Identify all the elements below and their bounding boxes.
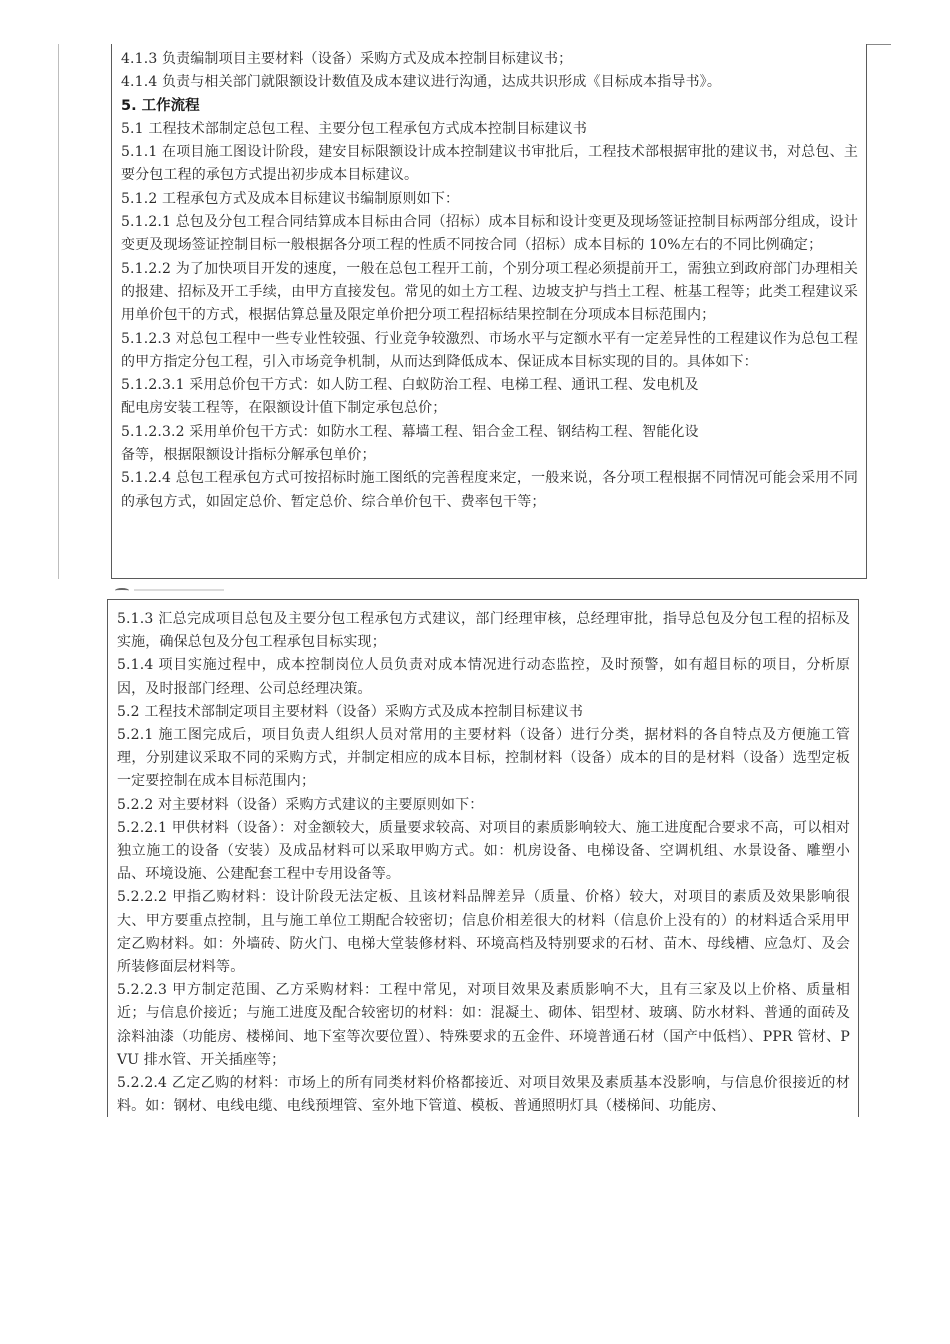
clause-5-1-4: 5.1.4 项目实施过程中，成本控制岗位人员负责对成本情况进行动态监控，及时预警，如有超目标的项目，分析原因，及时报部门经理、公司总经理决策。 (117, 657, 850, 697)
page-break-mark (115, 588, 129, 593)
page-break-line (134, 589, 224, 591)
document-page-2 (107, 599, 859, 1117)
clause-5-1-2-3-1: 5.1.2.3.1 采用总价包干方式：如人防工程、白蚁防治工程、电梯工程、通讯工程、发电机及 (121, 377, 699, 394)
clause-4-1-3: 4.1.3 负责编制项目主要材料（设备）采购方式及成本控制目标建议书； (121, 51, 573, 67)
clause-5-2-2-2: 5.2.2.2 甲指乙购材料：设计阶段无法定板、且该材料品牌差异（质量、价格）较大，对项目的素质及效果影响很大、甲方要重点控制，且与施工单位工期配合较密切；信息价相差很大的材料（信息价上没有的）的材料适合采用甲定乙购材料。如：外墙砖、防火门、电梯大堂装修材料、环境高档及特别要求的石材、苗木、母线槽、应急灯、及会所装修面层材料等。 (117, 889, 850, 976)
section-heading-5: 5. 工作流程 (121, 97, 200, 114)
clause-5-2-2-3: 5.2.2.3 甲方制定范围、乙方采购材料：工程中常见，对项目效果及素质影响不大，且有三家及以上价格、质量相近；与信息价接近；与施工进度及配合较密切的材料：如：混凝土、砌体、铝型材、玻璃、防水材料、普通的面砖及涂料油漆（功能房、楼梯间、地下室等次要位置）、特殊要求的五金件、环境普通石材（国产中低档）、PPR 管材、PVU 排水管、开关插座等； (117, 982, 850, 1068)
clause-5-1-2: 5.1.2 工程承包方式及成本目标建议书编制原则如下： (121, 190, 460, 207)
clause-5-1-2-3-2: 5.1.2.3.2 采用单价包干方式：如防水工程、幕墙工程、铝合金工程、钢结构工程、智能化设 (121, 423, 699, 440)
clause-5-2-2: 5.2.2 对主要材料（设备）采购方式建议的主要原则如下： (117, 796, 484, 813)
clause-5-1-2-4: 5.1.2.4 总包工程承包方式可按招标时施工图纸的完善程度来定，一般来说，各分项工程根据不同情况可能会采用不同的承包方式，如固定总价、暂定总价、综合单价包干、费率包干等； (121, 470, 858, 510)
clause-5-1-1: 5.1.1 在项目施工图设计阶段，建安目标限额设计成本控制建议书审批后，工程技术部根据审批的建议书，对总包、主要分包工程的承包方式提出初步成本目标建议。 (121, 144, 858, 184)
clause-5-1-2-3: 5.1.2.3 对总包工程中一些专业性较强、行业竞争较激烈、市场水平与定额水平有一定差异性的工程建议作为总包工程的甲方指定分包工程，引入市场竞争机制，从而达到降低成本、保证成本目标实现的目的。具体如下： (121, 330, 858, 370)
clause-5-1-2-1: 5.1.2.1 总包及分包工程合同结算成本目标由合同（招标）成本目标和设计变更及现场签证控制目标两部分组成，设计变更及现场签证控制目标一般根据各分项工程的性质不同按合同（招标）成本目标的 10%左右的不同比例确定； (121, 214, 858, 254)
clause-5-1-2-3-2-cont: 备等，根据限额设计指标分解承包单价； (121, 447, 376, 464)
clause-5-2: 5.2 工程技术部制定项目主要材料（设备）采购方式及成本控制目标建议书 (117, 703, 583, 720)
clause-5-2-2-4: 5.2.2.4 乙定乙购的材料：市场上的所有同类材料价格都接近、对项目效果及素质基本没影响，与信息价很接近的材料。如：钢材、电线电缆、电线预埋管、室外地下管道、模板、普通照明灯具（楼梯间、功能房、 (117, 1075, 850, 1115)
clause-5-1-2-2: 5.1.2.2 为了加快项目开发的速度，一般在总包工程开工前，个别分项工程必须提前开工，需独立到政府部门办理相关的报建、招标及开工手续，由甲方直接发包。常见的如土方工程、边坡支护与挡土工程、桩基工程等；此类工程建议采用单价包干的方式，根据估算总量及限定单价把分项工程招标结果控制在分项成本目标范围内； (121, 260, 858, 324)
clause-5-2-1: 5.2.1 施工图完成后，项目负责人组织人员对常用的主要材料（设备）进行分类，据材料的各自特点及方便施工管理，分别建议采取不同的采购方式，并制定相应的成本目标，控制材料（设备）成本的目的是材料（设备）选型定板一定要控制在成本目标范围内； (117, 727, 850, 790)
clause-5-1-3: 5.1.3 汇总完成项目总包及主要分包工程承包方式建议，部门经理审核，总经理审批，指导总包及分包工程的招标及实施，确保总包及分包工程承包目标实现； (117, 611, 850, 651)
page-margin-line (58, 44, 59, 579)
document-page-1 (111, 44, 867, 579)
clause-5-2-2-1: 5.2.2.1 甲供材料（设备）：对金额较大，质量要求较高、对项目的素质影响较大、施工进度配合要求不高，可以相对独立施工的设备（安装）及成品材料可以采取甲购方式。如：机房设备、电梯设备、空调机组、水景设备、雕塑小品、环境设施、公建配套工程中专用设备等。 (117, 819, 850, 883)
clause-5-1-2-3-1-cont: 配电房安装工程等，在限额设计值下制定承包总价； (121, 400, 447, 417)
clause-5-1: 5.1 工程技术部制定总包工程、主要分包工程承包方式成本控制目标建议书 (121, 120, 587, 137)
clause-4-1-4: 4.1.4 负责与相关部门就限额设计数值及成本建议进行沟通，达成共识形成《目标成本指导书》。 (121, 74, 721, 91)
